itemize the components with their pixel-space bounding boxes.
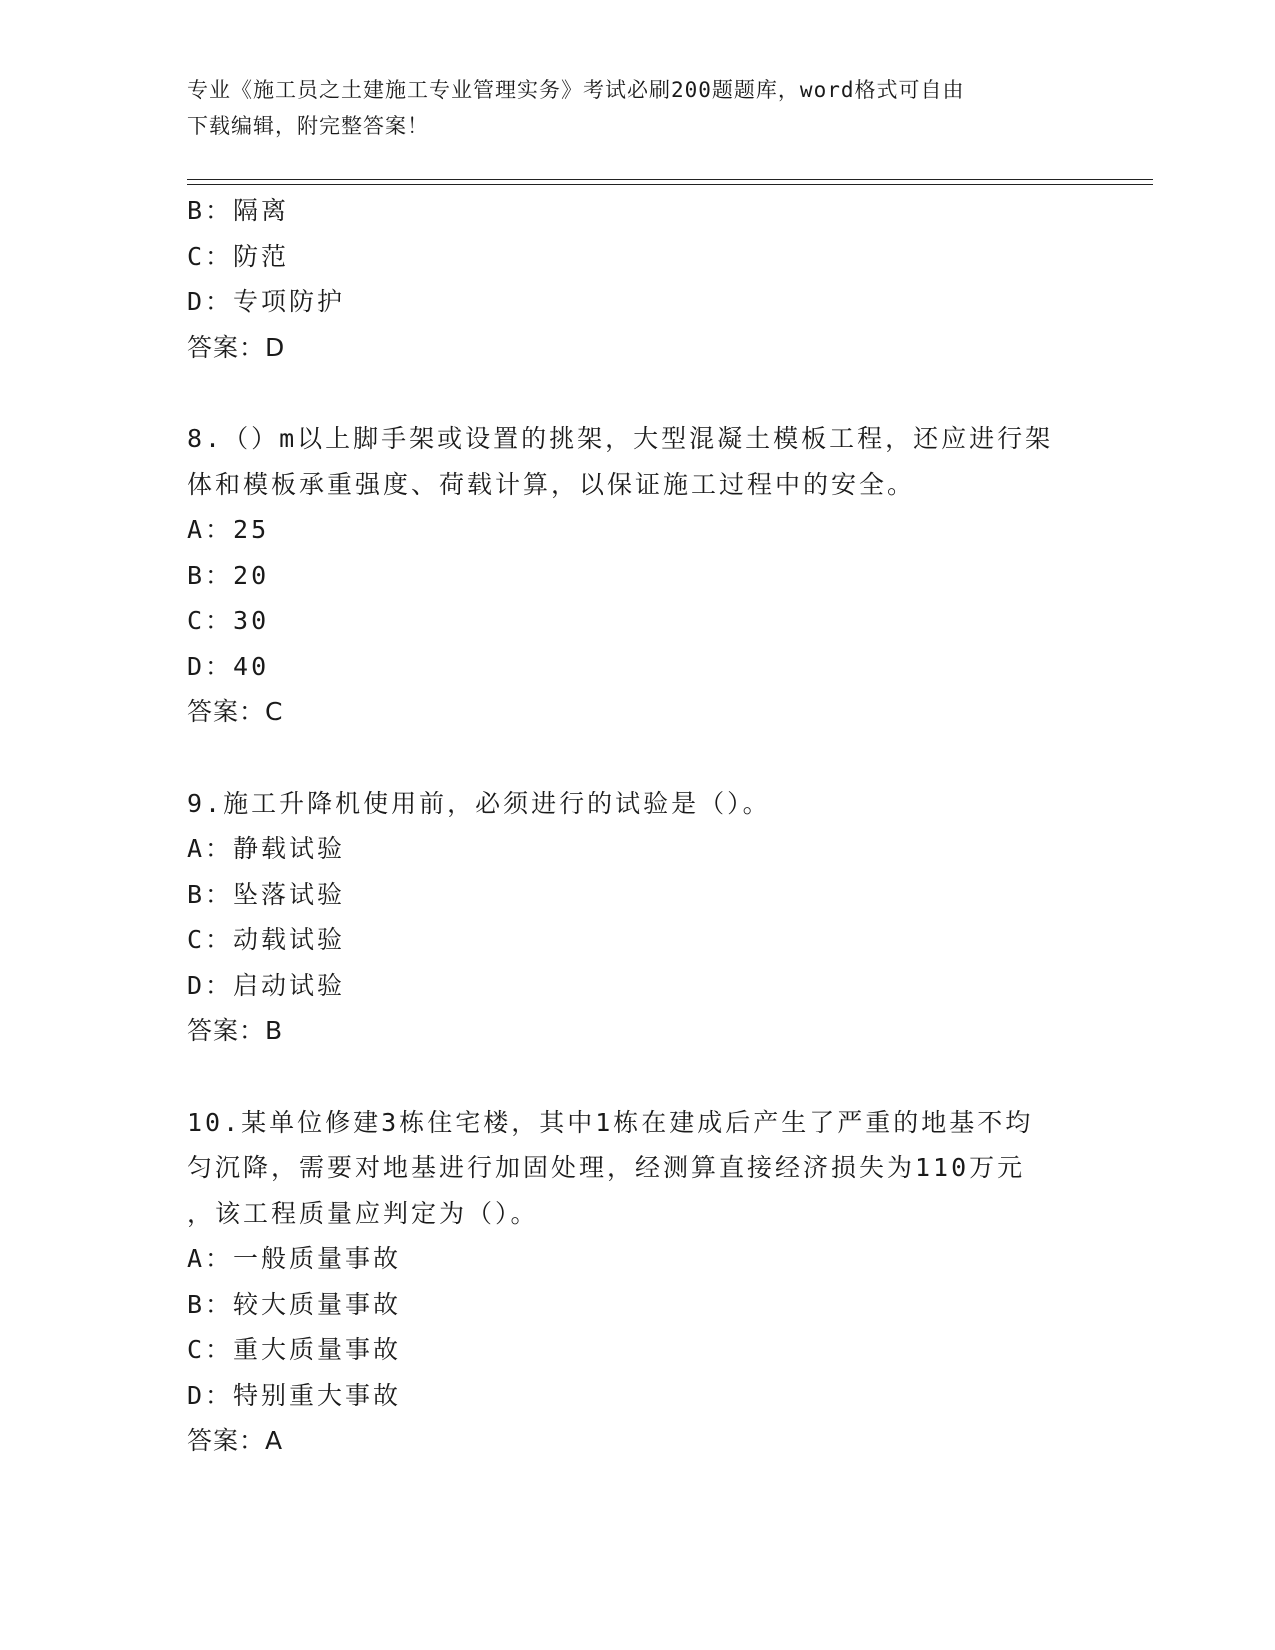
option-b: B：较大质量事故 <box>187 1289 402 1319</box>
question-text-line: 9.施工升降机使用前，必须进行的试验是（）。 <box>187 788 771 818</box>
option-d: D：特别重大事故 <box>187 1380 402 1410</box>
option-c: C：动载试验 <box>187 925 346 954</box>
question-block-9 <box>187 781 1087 1054</box>
question-text-line: 匀沉降，需要对地基进行加固处理，经测算直接经济损失为110万元 <box>187 1153 1026 1182</box>
option-b: B：坠落试验 <box>187 879 346 909</box>
option-d: D：40 <box>187 651 270 681</box>
question-list <box>187 188 1087 1464</box>
question-text-line: 10.某单位修建3栋住宅楼，其中1栋在建成后产生了严重的地基不均 <box>187 1107 1034 1137</box>
option-d: D：启动试验 <box>187 970 346 1000</box>
question-block-8 <box>187 416 1087 735</box>
option-d: D：专项防护 <box>187 287 346 316</box>
question-text-line: ，该工程质量应判定为（）。 <box>187 1198 539 1228</box>
question-block-10 <box>187 1100 1087 1464</box>
question-text-line: 8.（）m以上脚手架或设置的挑架，大型混凝土模板工程，还应进行架 <box>187 424 1054 453</box>
answer-line: 答案：D <box>187 332 286 362</box>
answer-line: 答案：B <box>187 1016 284 1045</box>
option-a: A：一般质量事故 <box>187 1244 402 1273</box>
header-line-1: 专业《施工员之土建施工专业管理实务》考试必刷200题题库，word格式可自由 <box>187 78 965 102</box>
option-a: A：静载试验 <box>187 834 346 863</box>
question-block-7 <box>187 188 1087 370</box>
question-text-line: 体和模板承重强度、荷载计算，以保证施工过程中的安全。 <box>187 469 916 499</box>
option-a: A：25 <box>187 515 270 544</box>
answer-line: 答案：A <box>187 1426 284 1455</box>
answer-line: 答案：C <box>187 697 284 726</box>
header-divider-top <box>187 179 1153 180</box>
document-header <box>187 72 1087 144</box>
option-b: B：隔离 <box>187 196 290 225</box>
header-divider-bottom <box>187 184 1153 185</box>
option-c: C：防范 <box>187 241 290 271</box>
header-line-2: 下载编辑，附完整答案！ <box>187 114 429 138</box>
option-c: C：30 <box>187 606 270 635</box>
option-c: C：重大质量事故 <box>187 1335 402 1364</box>
option-b: B：20 <box>187 560 270 590</box>
